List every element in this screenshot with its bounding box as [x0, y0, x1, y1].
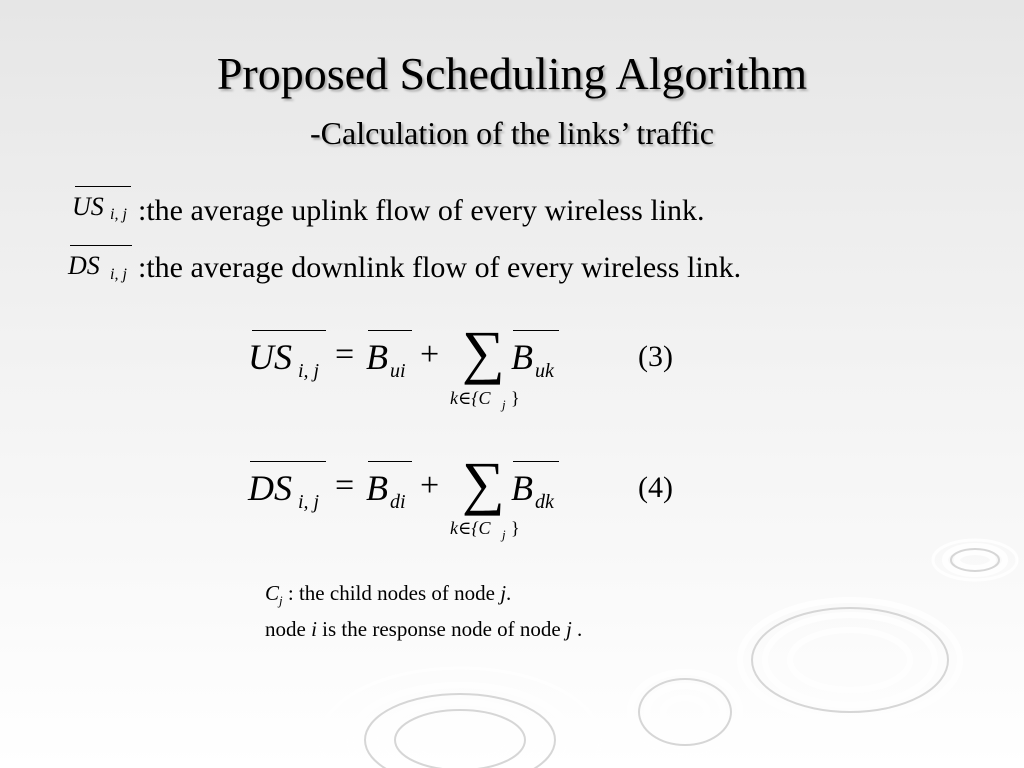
- note-symbol: C: [265, 581, 280, 605]
- def-symbol: US: [72, 192, 104, 221]
- overline: [368, 330, 412, 331]
- term1-subscript: ui: [390, 360, 406, 382]
- equals-sign: =: [335, 467, 355, 504]
- term2-symbol: B: [511, 468, 533, 508]
- slide-title: Proposed Scheduling Algorithm: [216, 48, 808, 99]
- def-text: :the average downlink flow of every wireless link.: [138, 251, 742, 284]
- sum-index-subscript: j: [502, 397, 506, 412]
- note-end: .: [571, 617, 583, 641]
- overline: [368, 461, 412, 462]
- overline: [513, 461, 559, 462]
- overline: [513, 330, 559, 331]
- sum-index: k∈{C: [450, 388, 491, 408]
- sum-sign: ∑: [462, 319, 505, 385]
- note-response-node: [265, 616, 582, 642]
- note-symbol-subscript: j: [279, 593, 283, 609]
- term1-subscript: di: [390, 491, 406, 513]
- sum-index-close: }: [511, 388, 520, 408]
- plus-sign: +: [420, 336, 440, 373]
- lhs-symbol: US: [248, 337, 292, 377]
- note-var: j: [500, 581, 507, 605]
- equation-number: (3): [638, 340, 673, 373]
- overline: [75, 186, 131, 187]
- def-subscript: i, j: [110, 266, 127, 283]
- overline: [250, 461, 326, 462]
- term1-symbol: B: [366, 337, 388, 377]
- note-middle: is the response node of node: [316, 617, 566, 641]
- sum-index: k∈{C: [450, 518, 491, 538]
- equation-number: (4): [638, 471, 673, 504]
- note-child-nodes: [265, 580, 511, 614]
- sum-sign: ∑: [462, 450, 505, 516]
- term2-subscript: dk: [535, 491, 554, 513]
- overline: [70, 245, 132, 246]
- term1-symbol: B: [366, 468, 388, 508]
- def-symbol: DS: [68, 251, 100, 280]
- sum-index-subscript: j: [502, 527, 506, 542]
- plus-sign: +: [420, 467, 440, 504]
- lhs-subscript: i, j: [298, 491, 320, 513]
- note-end: .: [506, 581, 512, 605]
- equals-sign: =: [335, 336, 355, 373]
- slide-subtitle: -Calculation of the links’ traffic: [309, 115, 714, 151]
- term2-subscript: uk: [535, 360, 554, 382]
- overline: [252, 330, 326, 331]
- def-text: :the average uplink flow of every wireless link.: [138, 194, 705, 227]
- note-var-i: i: [311, 617, 317, 641]
- lhs-subscript: i, j: [298, 360, 320, 382]
- note-var-j: j: [565, 617, 572, 641]
- def-subscript: i, j: [110, 206, 127, 223]
- lhs-symbol: DS: [248, 468, 292, 508]
- sum-index-close: }: [511, 518, 520, 538]
- note-text: : the child nodes of node: [282, 581, 501, 605]
- term2-symbol: B: [511, 337, 533, 377]
- note-prefix: node: [265, 617, 312, 641]
